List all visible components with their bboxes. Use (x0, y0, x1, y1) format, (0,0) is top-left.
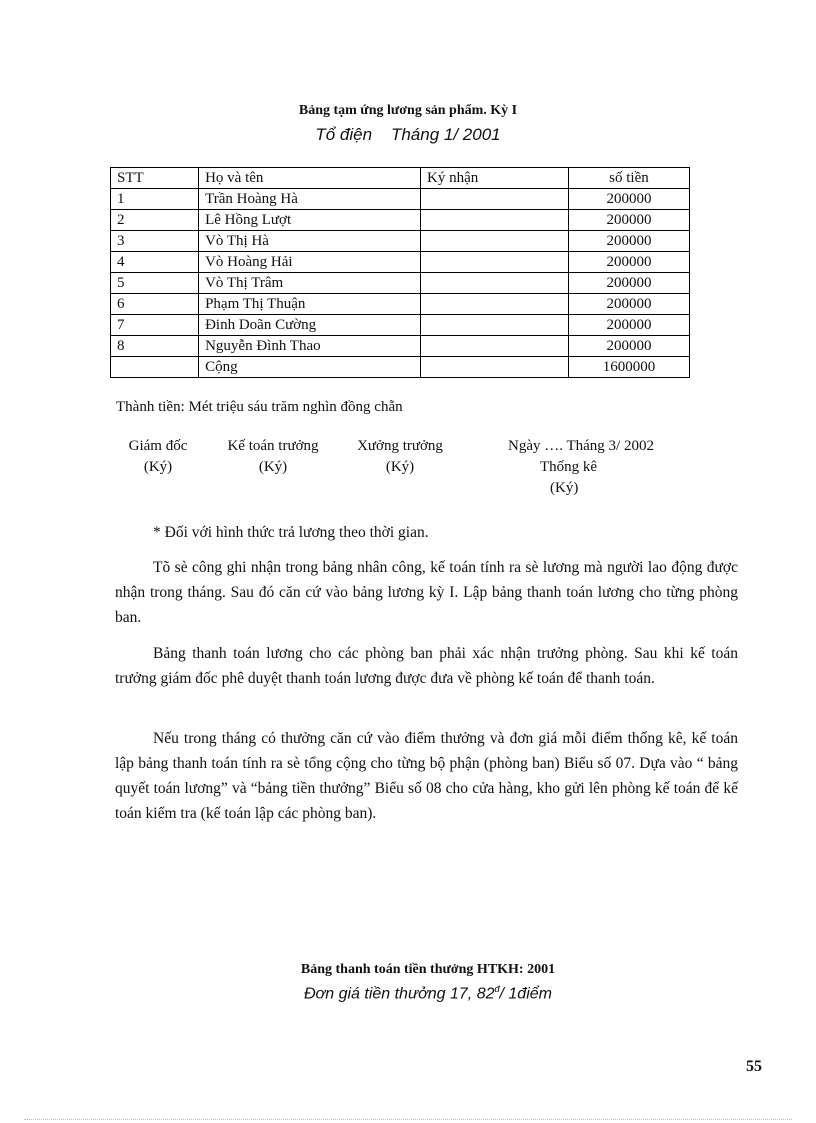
row-name: Vò Hoàng Hải (199, 252, 421, 273)
row-amount: 200000 (568, 273, 689, 294)
signature-sign: (Ký) (385, 459, 415, 475)
column-header-name: Họ và tên (199, 168, 421, 189)
total-label: Cộng (199, 357, 421, 378)
row-name: Lê Hồng Lượt (199, 210, 421, 231)
table-row (111, 231, 690, 252)
unit-price-currency: đ (494, 984, 500, 994)
paragraph-attendance (115, 555, 738, 630)
signature-role: Giám đốc (128, 438, 188, 454)
unit-price-suffix: / 1điểm (499, 985, 552, 1003)
paragraph-bonus (115, 726, 738, 826)
column-header-signature: Ký nhận (421, 168, 569, 189)
bonus-unit-price (0, 984, 816, 1003)
column-header-stt: STT (111, 168, 199, 189)
table-row (111, 189, 690, 210)
row-amount: 200000 (568, 231, 689, 252)
amount-in-words: Thành tiền: Mét triệu sáu trăm nghìn đồng chẵn (116, 399, 403, 415)
salary-advance-table (110, 167, 690, 378)
signature-statistician (488, 436, 674, 499)
signature-chief-accountant (214, 436, 332, 478)
row-name: Nguyễn Đình Thao (199, 336, 421, 357)
paragraph-text: * Đối với hình thức trả lương theo thời gian. (153, 524, 429, 541)
row-signature (421, 294, 569, 315)
paragraph-time-based-pay (115, 520, 738, 545)
signature-role: Kế toán trưởng (227, 438, 319, 454)
signature-role: Xưởng trưởng (357, 438, 443, 454)
row-signature (421, 315, 569, 336)
signature-workshop-head (344, 436, 456, 478)
row-signature (421, 210, 569, 231)
table-title: Bảng tạm ứng lương sản phẩm. Kỳ I (298, 103, 518, 118)
unit-price-prefix: Đơn giá tiền thưởng 17, 82 (304, 985, 495, 1003)
row-amount: 200000 (568, 252, 689, 273)
total-signature (421, 357, 569, 378)
row-signature (421, 231, 569, 252)
table-header-row (111, 168, 690, 189)
total-stt (111, 357, 199, 378)
paragraph-text: Nếu trong tháng có thưởng căn cứ vào điểm thưởng và đơn giá mỗi điểm thống kê, kế toán lập bảng thanh toán tính ra sè tổng cộng cho từng bộ phận (phòng ban) Biểu số 07. Dựa vào “ bảng quyết toán lương” và “bảng tiền thưởng” Biểu số 08 cho cửa hàng, kho gửi lên phòng kế toán để kế toán kiểm tra (kế toán lập các phòng ban). (115, 730, 738, 822)
paragraph-text: Tõ sè công ghi nhận trong bảng nhân công, kế toán tính ra sè lương mà người lao động được nhận trong tháng. Sau đó căn cứ vào bảng lương kỳ I. Lập bảng thanh toán lương cho từng phòng ban. (115, 559, 738, 626)
row-amount: 200000 (568, 336, 689, 357)
signature-sign: (Ký) (550, 480, 579, 496)
page-number: 55 (746, 1058, 762, 1075)
signature-date: Ngày …. Tháng 3/ 2002 (508, 438, 654, 454)
row-amount: 200000 (568, 189, 689, 210)
table-row (111, 294, 690, 315)
table-row (111, 336, 690, 357)
row-signature (421, 252, 569, 273)
row-amount: 200000 (568, 210, 689, 231)
table-row (111, 315, 690, 336)
total-amount: 1600000 (568, 357, 689, 378)
row-signature (421, 336, 569, 357)
signature-role: Thống kê (540, 459, 598, 475)
signature-sign: (Ký) (258, 459, 288, 475)
paragraph-text: Bảng thanh toán lương cho các phòng ban phải xác nhận trưởng phòng. Sau khi kế toán trưởng giám đốc phê duyệt thanh toán lương được đưa về phòng kế toán để thanh toán. (115, 645, 738, 687)
row-stt: 8 (111, 336, 199, 357)
footer-divider (24, 1119, 792, 1120)
table-row (111, 252, 690, 273)
row-stt: 5 (111, 273, 199, 294)
paragraph-approval (115, 641, 738, 691)
row-signature (421, 273, 569, 294)
row-stt: 6 (111, 294, 199, 315)
row-stt: 4 (111, 252, 199, 273)
row-name: Vò Thị Hà (199, 231, 421, 252)
row-stt: 3 (111, 231, 199, 252)
row-stt: 7 (111, 315, 199, 336)
row-name: Phạm Thị Thuận (199, 294, 421, 315)
row-signature (421, 189, 569, 210)
column-header-amount: số tiền (568, 168, 689, 189)
table-subtitle: Tổ điện Tháng 1/ 2001 (315, 125, 501, 144)
row-amount: 200000 (568, 315, 689, 336)
table-row (111, 210, 690, 231)
table-row (111, 273, 690, 294)
table-total-row (111, 357, 690, 378)
row-amount: 200000 (568, 294, 689, 315)
row-stt: 1 (111, 189, 199, 210)
row-name: Vò Thị Trâm (199, 273, 421, 294)
row-stt: 2 (111, 210, 199, 231)
row-name: Đinh Doãn Cường (199, 315, 421, 336)
row-name: Trần Hoàng Hà (199, 189, 421, 210)
signature-director (118, 436, 198, 478)
signature-sign: (Ký) (143, 459, 173, 475)
bonus-table-title: Bảng thanh toán tiền thưởng HTKH: 2001 (300, 962, 556, 977)
